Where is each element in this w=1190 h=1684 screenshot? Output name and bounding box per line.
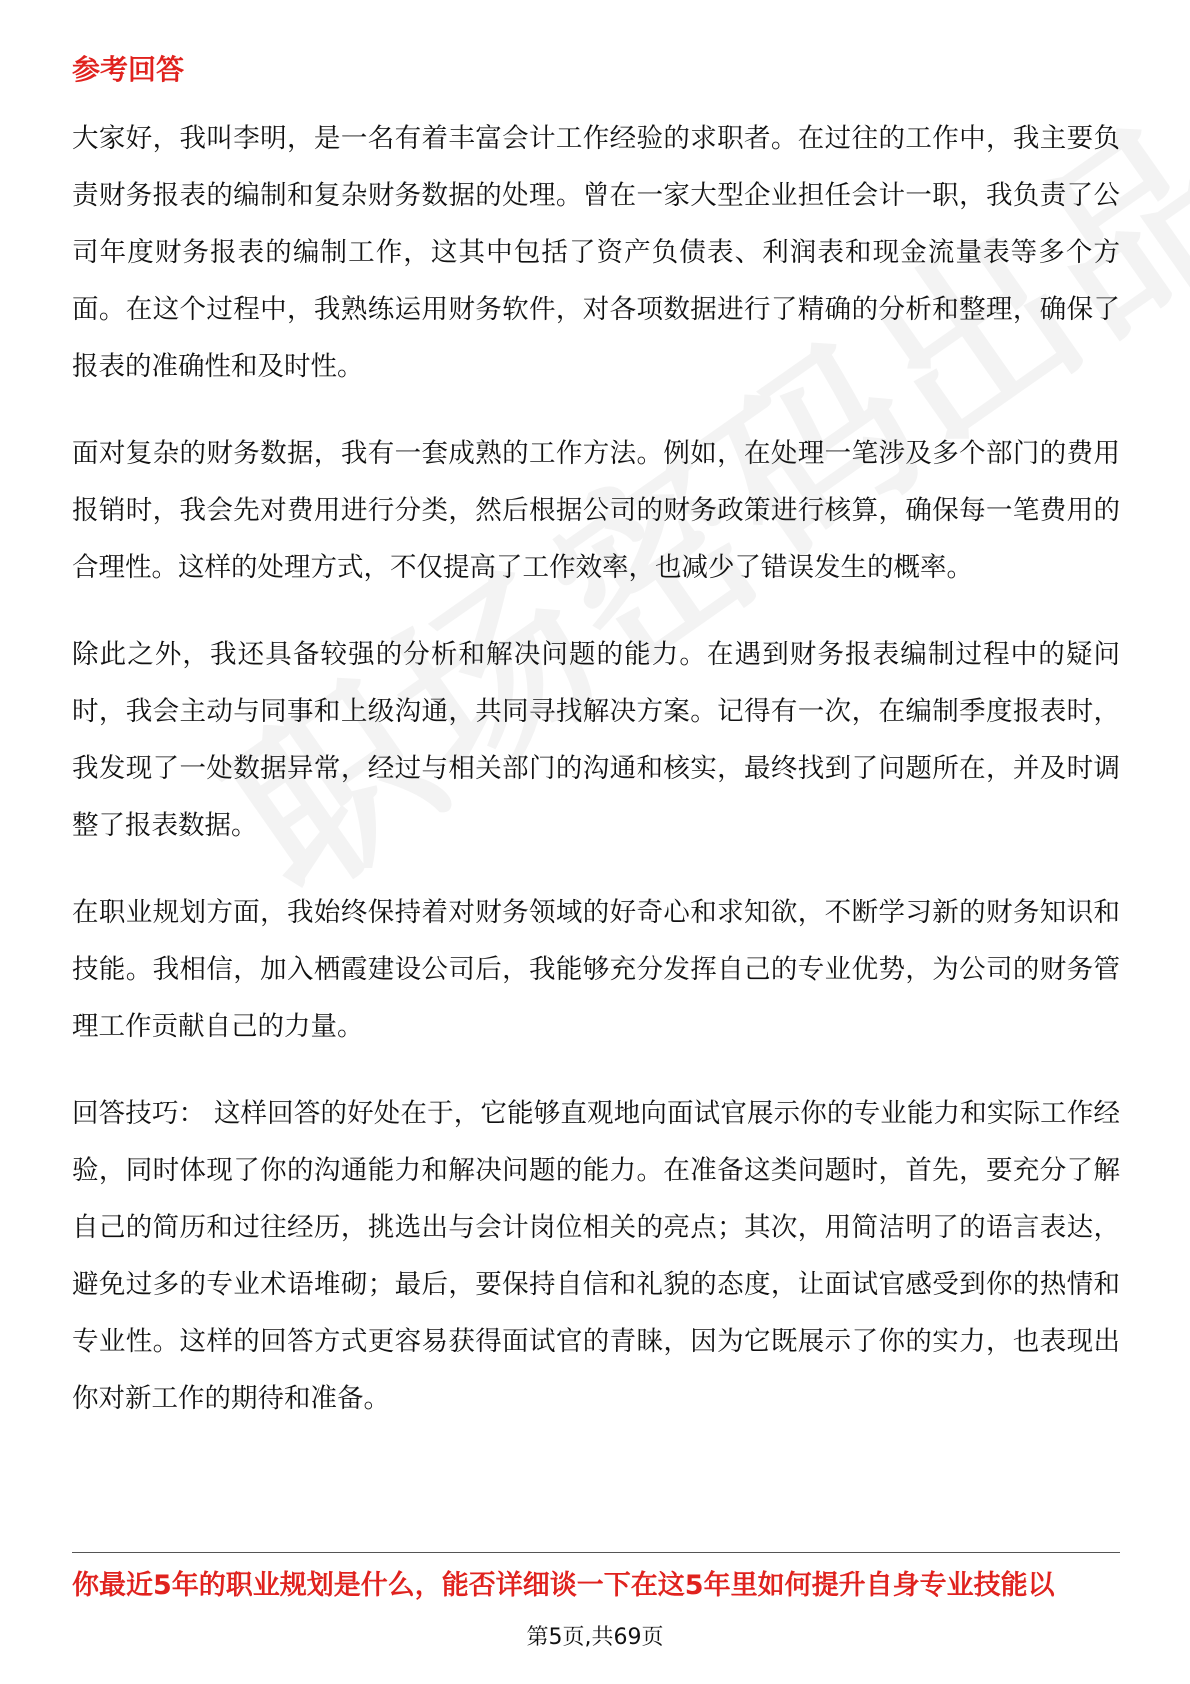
answer-paragraph-2: 面对复杂的财务数据，我有一套成熟的工作方法。例如，在处理一笔涉及多个部门的费用报销时，我会先对费用进行分类，然后根据公司的财务政策进行核算，确保每一笔费用的合理性。这样的处理方式，不仅提高了工作效率，也减少了错误发生的概率。 <box>72 438 1120 583</box>
answer-paragraph-3: 除此之外，我还具备较强的分析和解决问题的能力。在遇到财务报表编制过程中的疑问时，我会主动与同事和上级沟通，共同寻找解决方案。记得有一次，在编制季度报表时，我发现了一处数据异常，经过与相关部门的沟通和核实，最终找到了问题所在，并及时调整了报表数据。 <box>72 639 1120 841</box>
page-number: 第5页,共69页 <box>526 1625 664 1650</box>
tips-label: 回答技巧： <box>72 1098 206 1129</box>
answer-paragraph-1: 大家好，我叫李明，是一名有着丰富会计工作经验的求职者。在过往的工作中，我主要负责财务报表的编制和复杂财务数据的处理。曾在一家大型企业担任会计一职，我负责了公司年度财务报表的编制工作，这其中包括了资产负债表、利润表和现金流量表等多个方面。在这个过程中，我熟练运用财务软件，对各项数据进行了精确的分析和整理，确保了报表的准确性和及时性。 <box>72 123 1120 382</box>
tips-paragraph <box>72 1085 1120 1427</box>
next-question-heading: 你最近5年的职业规划是什么，能否详细谈一下在这5年里如何提升自身专业技能以 <box>72 1570 1055 1601</box>
answer-paragraph-4: 在职业规划方面，我始终保持着对财务领域的好奇心和求知欲，不断学习新的财务知识和技能。我相信，加入栖霞建设公司后，我能够充分发挥自己的专业优势，为公司的财务管理工作贡献自己的力量。 <box>72 897 1120 1042</box>
page-content <box>72 50 1120 1457</box>
divider <box>72 1552 1120 1553</box>
tips-text: 这样回答的好处在于，它能够直观地向面试官展示你的专业能力和实际工作经验，同时体现了你的沟通能力和解决问题的能力。在准备这类问题时，首先，要充分了解自己的简历和过往经历，挑选出与会计岗位相关的亮点；其次，用简洁明了的语言表达，避免过多的专业术语堆砌；最后，要保持自信和礼貌的态度，让面试官感受到你的热情和专业性。这样的回答方式更容易获得面试官的青睐，因为它既展示了你的实力，也表现出你对新工作的期待和准备。 <box>72 1098 1120 1414</box>
section-heading: 参考回答 <box>72 53 185 86</box>
